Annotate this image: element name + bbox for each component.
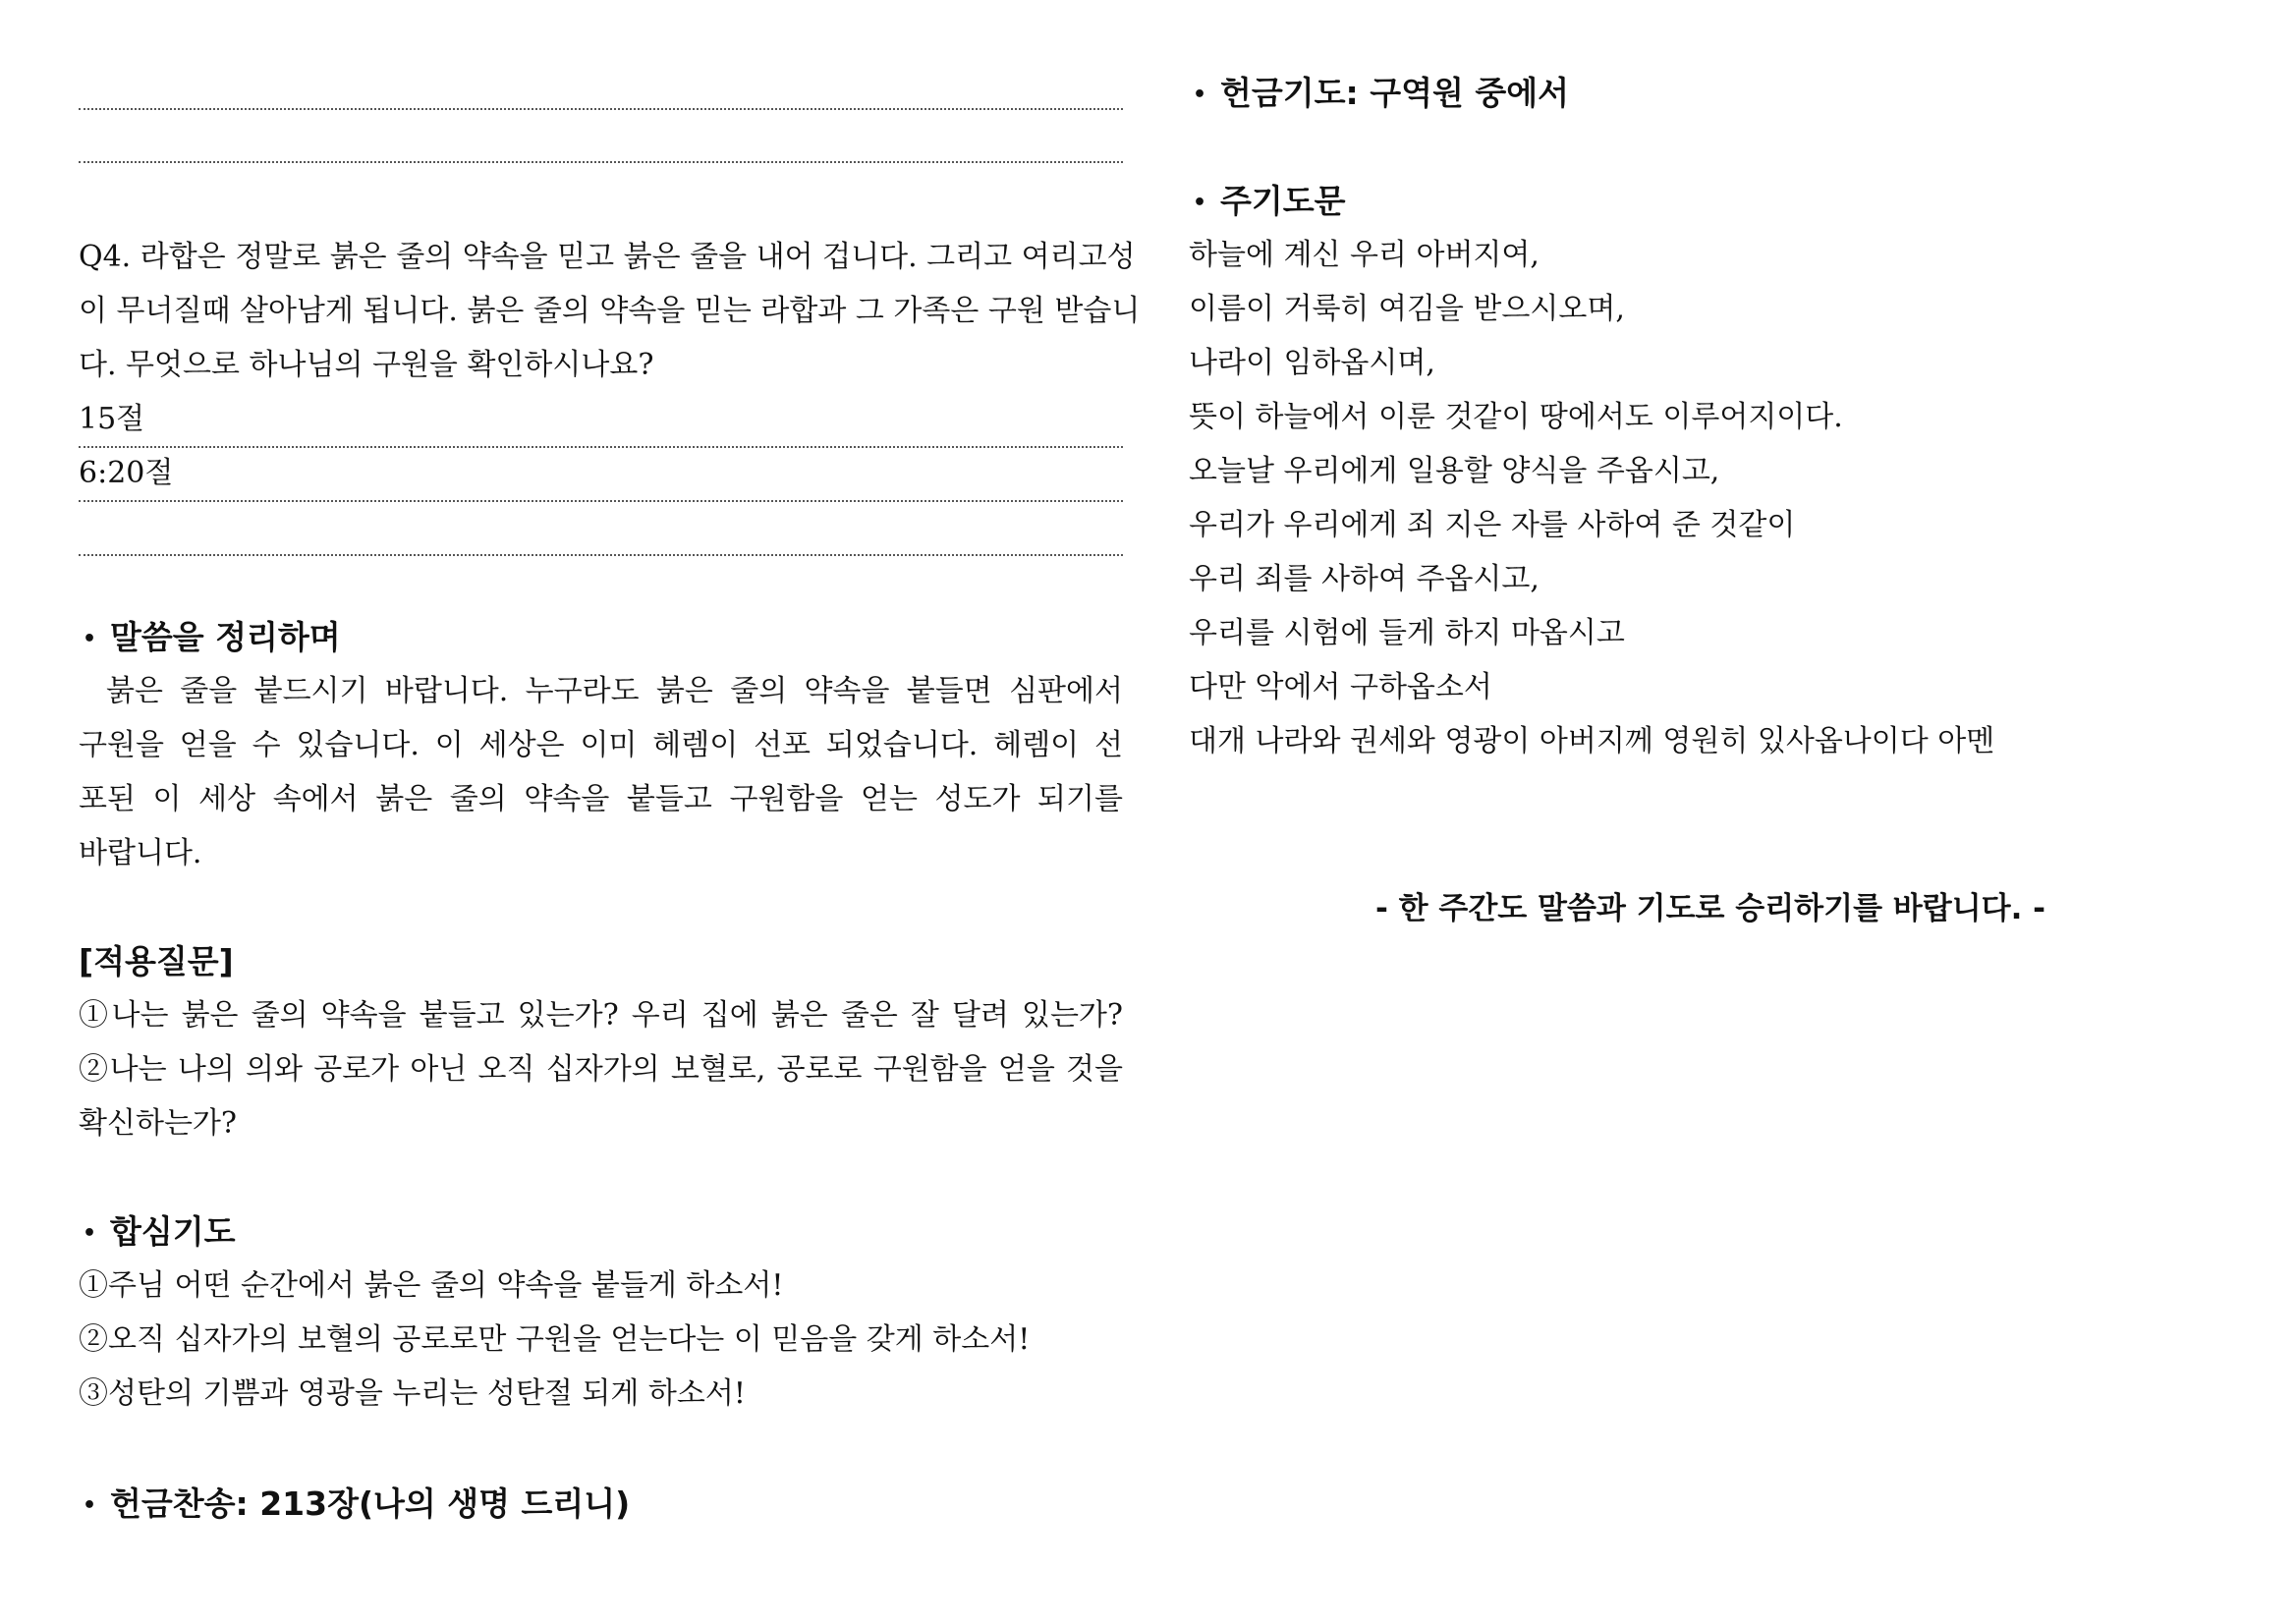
q4-line: 다. 무엇으로 하나님의 구원을 확인하시나요?: [79, 348, 654, 382]
answer-line-1: 15절: [79, 393, 1123, 448]
lords-prayer-line: 오늘날 우리에게 일용할 양식을 주옵시고,: [1189, 454, 1720, 488]
lords-prayer-heading: [1189, 175, 2211, 228]
prayer-title: 합심기도: [110, 1212, 236, 1251]
offering-hymn-title: 헌금찬송: 213장(나의 생명 드리니): [110, 1484, 631, 1523]
bullet-icon: •: [1193, 190, 1207, 215]
summary-line: 붉은 줄을 붙드시기 바랍니다. 누구라도 붉은 줄의 약속을 붙들면 심판에서: [106, 674, 1123, 708]
bullet-icon: •: [83, 1220, 97, 1246]
summary-line: 포된 이 세상 속에서 붉은 줄의 약속을 붙들고 구원함을 얻는 성도가 되기를: [79, 782, 1123, 816]
lords-prayer-line: 뜻이 하늘에서 이룬 것같이 땅에서도 이루어지이다.: [1189, 400, 1843, 434]
summary-heading: [79, 611, 1123, 664]
offering-hymn-heading: [79, 1478, 1123, 1531]
lords-prayer-line: 대개 나라와 권세와 영광이 아버지께 영원히 있사옵나이다 아멘: [1189, 724, 1995, 758]
offering-prayer-heading: [1189, 67, 2211, 120]
bullet-icon: •: [83, 626, 97, 651]
prayer-line: ①주님 어떤 순간에서 붉은 줄의 약속을 붙들게 하소서!: [79, 1268, 784, 1303]
lords-prayer-line: 우리를 시험에 들게 하지 마옵시고: [1189, 616, 1625, 650]
bullet-icon: •: [83, 1492, 97, 1518]
answer-line-blank: [79, 501, 1123, 556]
summary-line: 구원을 얻을 수 있습니다. 이 세상은 이미 헤렘이 선포 되었습니다. 헤렘이 선: [79, 728, 1123, 762]
summary-title: 말씀을 정리하며: [110, 618, 341, 656]
bullet-icon: •: [1193, 82, 1207, 107]
prayer-heading: [79, 1205, 1123, 1259]
q4-line: Q4. 라합은 정말로 붉은 줄의 약속을 믿고 붉은 줄을 내어 겁니다. 그리고 여리고성: [79, 240, 1136, 274]
application-line: ②나는 나의 의와 공로가 아닌 오직 십자가의 보혈로, 공로로 구원함을 얻을 것을: [79, 1052, 1123, 1087]
answer-line-blank: [79, 55, 1123, 110]
lords-prayer-title: 주기도문: [1220, 182, 1346, 220]
prayer-line: ③성탄의 기쁨과 영광을 누리는 성탄절 되게 하소서!: [79, 1376, 746, 1411]
answer-line-blank: [79, 108, 1123, 163]
application-line: 확신하는가?: [79, 1106, 237, 1141]
lords-prayer-line: 이름이 거룩히 여김을 받으시오며,: [1189, 292, 1625, 326]
prayer-line: ②오직 십자가의 보혈의 공로로만 구원을 얻는다는 이 믿음을 갖게 하소서!: [79, 1322, 1031, 1357]
lords-prayer-line: 우리가 우리에게 죄 지은 자를 사하여 준 것같이: [1189, 508, 1796, 542]
lords-prayer-line: 우리 죄를 사하여 주옵시고,: [1189, 562, 1540, 596]
summary-line: 바랍니다.: [79, 836, 202, 870]
application-line: ①나는 붉은 줄의 약속을 붙들고 있는가? 우리 집에 붉은 줄은 잘 달려 있는가?: [79, 998, 1123, 1033]
lords-prayer-line: 나라이 임하옵시며,: [1189, 346, 1435, 380]
offering-prayer-title: 헌금기도: 구역원 중에서: [1220, 74, 1569, 112]
answer-line-2: 6:20절: [79, 447, 1123, 502]
lords-prayer-line: 하늘에 계신 우리 아버지여,: [1189, 238, 1540, 272]
q4-line: 이 무너질때 살아남게 됩니다. 붉은 줄의 약속을 믿는 라합과 그 가족은 구원 받습니: [79, 294, 1141, 328]
application-heading: [적용질문]: [79, 942, 234, 980]
lords-prayer-line: 다만 악에서 구하옵소서: [1189, 670, 1492, 704]
closing-message: - 한 주간도 말씀과 기도로 승리하기를 바랍니다. -: [1375, 891, 2046, 926]
